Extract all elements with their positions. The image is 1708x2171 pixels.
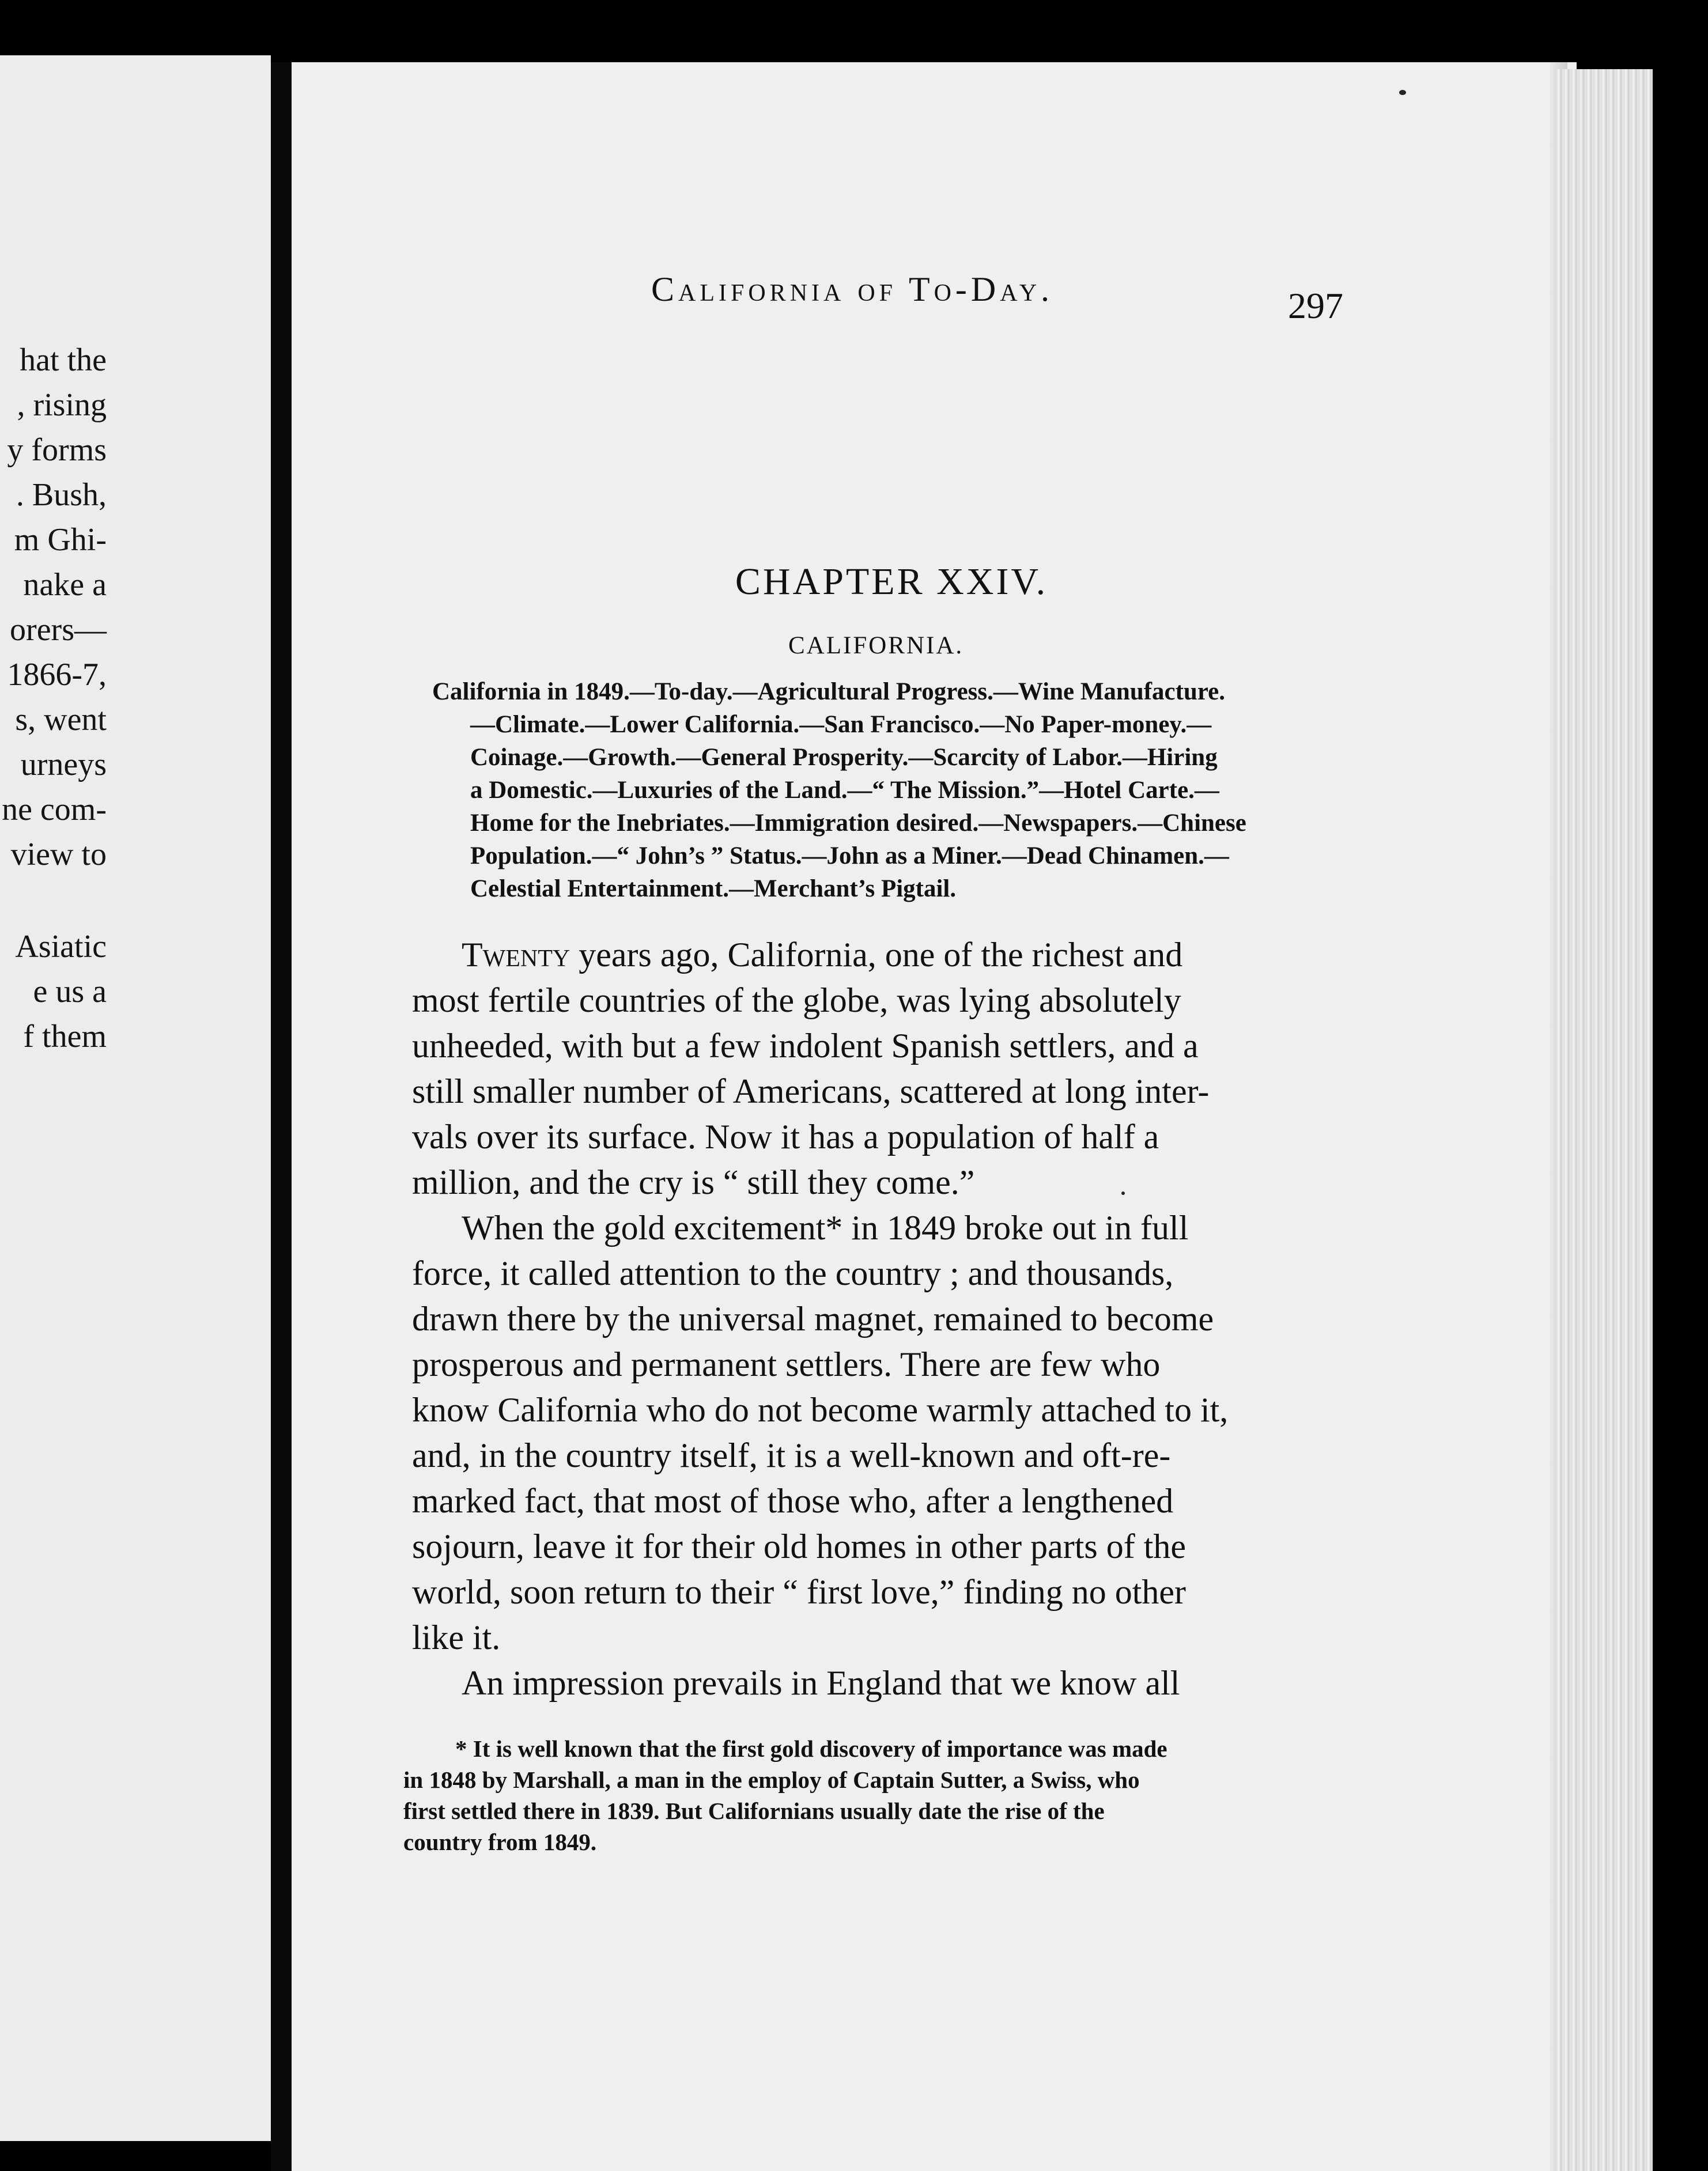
book-gutter (271, 62, 292, 2171)
paragraph-line: know California who do not become warmly attached to it, (412, 1391, 1229, 1429)
synopsis-line: Home for the Inebriates.—Immigration desired.—Newspapers.—Chinese (470, 810, 1246, 837)
left-page-line: . Bush, (16, 477, 107, 513)
left-page-fragment (0, 55, 271, 2141)
left-page-line: ne com- (2, 792, 107, 827)
left-page-line: nake a (23, 567, 107, 603)
paragraph-line: still smaller number of Americans, scattered at long inter- (412, 1072, 1210, 1110)
footnote-line: country from 1849. (403, 1829, 597, 1855)
chapter-subtitle: CALIFORNIA. (788, 632, 964, 659)
paragraph-line: million, and the cry is “ still they come.” (412, 1163, 975, 1201)
left-page-line: f them (23, 1019, 107, 1054)
dust-speck (1399, 90, 1406, 95)
synopsis-line: Celestial Entertainment.—Merchant’s Pigtail. (470, 875, 957, 902)
left-page-line: orers— (10, 612, 107, 648)
left-page-line: y forms (7, 432, 107, 468)
footnote-line: * It is well known that the first gold discovery of importance was made (455, 1735, 1167, 1762)
paragraph-line-text: years ago, California, one of the richest and (570, 936, 1183, 974)
synopsis-line: —Climate.—Lower California.—San Francisco.—No Paper-money.— (470, 711, 1212, 738)
paragraph-line: like it. (412, 1618, 501, 1656)
paragraph-line: unheeded, with but a few indolent Spanish settlers, and a (412, 1027, 1199, 1065)
chapter-synopsis (432, 675, 1331, 905)
left-page-line: Asiatic (15, 929, 107, 965)
left-page-line: m Ghi- (14, 522, 107, 558)
synopsis-line: Coinage.—Growth.—General Prosperity.—Scarcity of Labor.—Hiring (470, 744, 1218, 771)
paragraph-line (412, 932, 1334, 978)
paragraph-line: world, soon return to their “ first love,” finding no other (412, 1573, 1186, 1611)
paragraph-line: marked fact, that most of those who, after a lengthened (412, 1482, 1174, 1520)
footnote (403, 1733, 1325, 1858)
stacked-page-edges (1556, 69, 1653, 2171)
paragraph-line: prosperous and permanent settlers. There are few who (412, 1345, 1161, 1383)
paragraph-lead-word: Twenty (462, 936, 570, 974)
footnote-line: in 1848 by Marshall, a man in the employ of Captain Sutter, a Swiss, who (403, 1767, 1140, 1793)
left-page-line: urneys (20, 747, 107, 782)
paragraph-line: force, it called attention to the country ; and thousands, (412, 1254, 1174, 1292)
synopsis-line: California in 1849.—To-day.—Agricultural Progress.—Wine Manufacture. (432, 678, 1226, 705)
paragraph-line: An impression prevails in England that we know all (462, 1664, 1180, 1702)
synopsis-line: Population.—“ John’s ” Status.—John as a Miner.—Dead Chinamen.— (470, 842, 1229, 869)
left-page-line: hat the (20, 342, 107, 378)
synopsis-line: a Domestic.—Luxuries of the Land.—“ The Mission.”—Hotel Carte.— (470, 777, 1219, 804)
footnote-line: first settled there in 1839. But Californians usually date the rise of the (403, 1798, 1105, 1824)
paragraph-line: sojourn, leave it for their old homes in other parts of the (412, 1527, 1186, 1565)
paragraph-line: drawn there by the universal magnet, remained to become (412, 1300, 1214, 1338)
paragraph-line: vals over its surface. Now it has a population of half a (412, 1118, 1159, 1156)
left-page-line: s, went (15, 702, 107, 737)
paragraph-line: and, in the country itself, it is a well-known and oft-re- (412, 1436, 1171, 1474)
body-text (412, 932, 1334, 1706)
left-page-line: , rising (17, 387, 107, 423)
page-number: 297 (1288, 285, 1343, 326)
left-page-line: view to (10, 837, 107, 872)
paragraph-line: When the gold excitement* in 1849 broke out in full (462, 1209, 1189, 1247)
left-page-line: 1866-7, (7, 657, 107, 693)
left-page-line: e us a (33, 974, 107, 1009)
chapter-title: CHAPTER XXIV. (735, 561, 1048, 603)
paragraph-line: most fertile countries of the globe, was lying absolutely (412, 981, 1181, 1019)
running-head: California of To-Day. (651, 270, 1054, 308)
